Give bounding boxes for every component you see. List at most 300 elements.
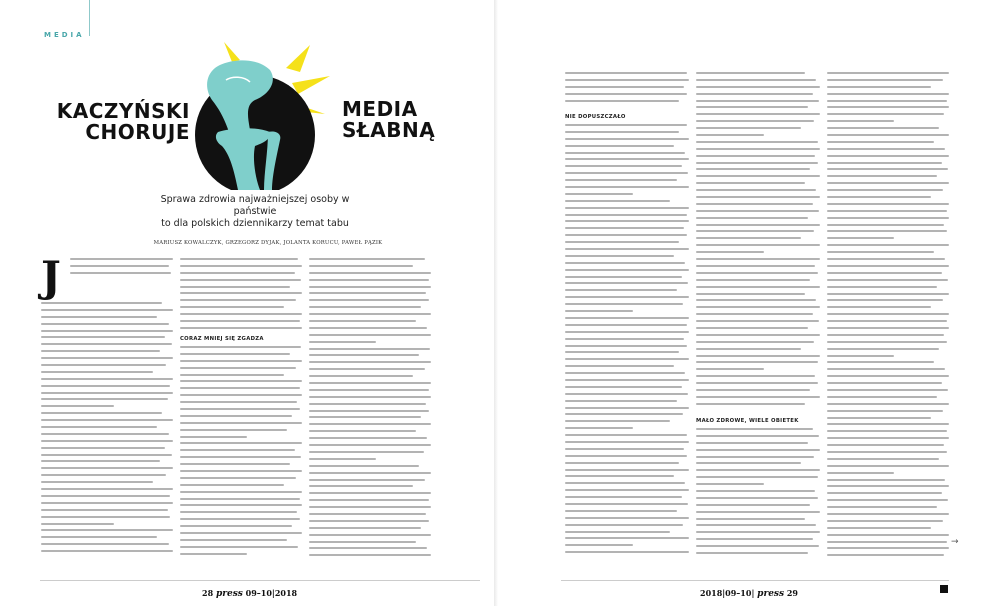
greeked-text-line bbox=[565, 165, 682, 167]
greeked-text-line bbox=[180, 279, 301, 281]
greeked-text-line bbox=[565, 145, 674, 147]
greeked-text-line bbox=[827, 327, 949, 329]
headline-right-line2: SŁABNĄ bbox=[342, 118, 436, 142]
greeked-text-line bbox=[309, 299, 429, 301]
greeked-text-line bbox=[565, 72, 687, 74]
subhead-text: MAŁO ZDROWE, WIELE OBIETEK bbox=[696, 418, 799, 424]
greeked-text-line bbox=[565, 400, 677, 402]
greeked-text-line bbox=[696, 230, 814, 232]
greeked-text-line bbox=[41, 323, 169, 325]
greeked-text-line bbox=[696, 348, 801, 350]
greeked-text-line bbox=[696, 224, 820, 226]
greeked-text-line bbox=[827, 127, 939, 129]
section-label: MEDIA bbox=[44, 31, 85, 39]
greeked-text-line bbox=[696, 524, 816, 526]
greeked-text-line bbox=[565, 345, 687, 347]
greeked-text-line bbox=[565, 469, 689, 471]
greeked-text-line bbox=[827, 355, 894, 357]
greeked-text-line bbox=[696, 490, 815, 492]
greeked-text-line bbox=[70, 272, 171, 274]
greeked-text-line bbox=[827, 134, 949, 136]
greeked-text-line bbox=[696, 196, 820, 198]
greeked-text-line bbox=[565, 200, 670, 202]
greeked-text-line bbox=[827, 113, 944, 115]
greeked-text-line bbox=[565, 255, 674, 257]
greeked-text-line bbox=[309, 341, 376, 343]
greeked-text-line bbox=[696, 389, 810, 391]
greeked-text-line bbox=[565, 455, 687, 457]
greeked-text-line bbox=[696, 327, 808, 329]
greeked-text-line bbox=[696, 538, 813, 540]
greeked-text-line bbox=[827, 396, 937, 398]
greeked-text-line bbox=[41, 440, 173, 442]
greeked-text-line bbox=[565, 193, 633, 195]
headline-left-line1: KACZYŃSKI bbox=[56, 99, 190, 123]
greeked-text-line bbox=[565, 351, 679, 353]
greeked-text-line bbox=[696, 483, 764, 485]
greeked-text-line bbox=[565, 489, 689, 491]
greeked-text-line bbox=[827, 244, 949, 246]
greeked-text-line bbox=[565, 138, 689, 140]
greeked-text-line bbox=[309, 513, 426, 515]
greeked-text-line bbox=[41, 433, 169, 435]
greeked-text-line bbox=[565, 248, 689, 250]
greeked-text-line bbox=[696, 279, 810, 281]
greeked-text-line bbox=[180, 539, 287, 541]
greeked-text-line bbox=[565, 386, 682, 388]
text-column-4-top bbox=[565, 72, 689, 108]
greeked-text-line bbox=[309, 416, 421, 418]
greeked-text-line bbox=[41, 357, 173, 359]
greeked-text-line bbox=[827, 93, 949, 95]
greeked-text-line bbox=[309, 444, 431, 446]
greeked-text-line bbox=[180, 518, 300, 520]
section-rule bbox=[89, 0, 90, 36]
greeked-text-line bbox=[827, 547, 949, 549]
greeked-text-line bbox=[696, 258, 820, 260]
greeked-text-line bbox=[565, 158, 689, 160]
end-square-icon bbox=[940, 585, 948, 593]
magazine-name-left: press bbox=[215, 589, 243, 599]
greeked-text-line bbox=[565, 448, 684, 450]
greeked-text-line bbox=[180, 408, 300, 410]
greeked-text-line bbox=[41, 488, 173, 490]
greeked-text-line bbox=[309, 313, 431, 315]
greeked-text-line bbox=[309, 306, 421, 308]
greeked-text-line bbox=[696, 518, 805, 520]
greeked-text-line bbox=[309, 541, 416, 543]
greeked-text-line bbox=[696, 306, 820, 308]
greeked-text-line bbox=[309, 451, 424, 453]
issue-date-left: 09–10|2018 bbox=[245, 588, 298, 598]
greeked-text-line bbox=[696, 72, 805, 74]
greeked-text-line bbox=[309, 265, 413, 267]
greeked-text-line bbox=[41, 350, 160, 352]
greeked-text-line bbox=[696, 100, 819, 102]
greeked-text-line bbox=[696, 476, 818, 478]
greeked-text-line bbox=[309, 423, 431, 425]
greeked-text-line bbox=[309, 520, 429, 522]
subtitle-line1: Sprawa zdrowia najważniejszej osoby w państwie bbox=[160, 194, 350, 217]
greeked-text-line bbox=[41, 385, 170, 387]
greeked-text-line bbox=[41, 502, 173, 504]
greeked-text-line bbox=[827, 168, 948, 170]
greeked-text-line bbox=[827, 513, 949, 515]
greeked-text-line bbox=[41, 447, 165, 449]
greeked-text-line bbox=[41, 481, 153, 483]
greeked-text-line bbox=[696, 396, 820, 398]
greeked-text-line bbox=[696, 155, 815, 157]
greeked-text-line bbox=[41, 460, 160, 462]
greeked-text-line bbox=[41, 543, 169, 545]
greeked-text-line bbox=[309, 403, 426, 405]
greeked-text-line bbox=[696, 162, 818, 164]
greeked-text-line bbox=[309, 554, 431, 556]
greeked-text-line bbox=[696, 299, 816, 301]
greeked-text-line bbox=[41, 371, 153, 373]
greeked-text-line bbox=[696, 334, 820, 336]
greeked-text-line bbox=[309, 361, 431, 363]
greeked-text-line bbox=[827, 423, 949, 425]
greeked-text-line bbox=[309, 327, 427, 329]
greeked-text-line bbox=[696, 355, 820, 357]
greeked-text-line bbox=[696, 462, 801, 464]
greeked-text-line bbox=[827, 217, 949, 219]
greeked-text-line bbox=[827, 251, 934, 253]
greeked-text-line bbox=[41, 516, 170, 518]
greeked-text-line bbox=[309, 499, 429, 501]
greeked-text-line bbox=[309, 430, 416, 432]
greeked-text-line bbox=[827, 299, 943, 301]
greeked-text-line bbox=[696, 120, 814, 122]
greeked-text-line bbox=[696, 511, 820, 513]
greeked-text-line bbox=[180, 546, 298, 548]
greeked-text-line bbox=[827, 527, 931, 529]
greeked-text-line bbox=[696, 203, 813, 205]
greeked-text-line bbox=[565, 214, 687, 216]
greeked-text-line bbox=[827, 286, 937, 288]
greeked-text-line bbox=[180, 477, 296, 479]
greeked-text-line bbox=[180, 353, 290, 355]
greeked-text-line bbox=[696, 286, 820, 288]
greeked-text-line bbox=[309, 458, 376, 460]
greeked-text-line bbox=[41, 309, 173, 311]
greeked-text-line bbox=[827, 320, 947, 322]
greeked-text-line bbox=[565, 227, 684, 229]
greeked-text-line bbox=[696, 251, 764, 253]
greeked-text-line bbox=[565, 524, 683, 526]
greeked-text-line bbox=[696, 435, 819, 437]
greeked-text-line bbox=[565, 289, 677, 291]
greeked-text-line bbox=[180, 367, 296, 369]
page-gutter bbox=[494, 0, 498, 606]
text-column-1 bbox=[41, 302, 173, 564]
greeked-text-line bbox=[180, 429, 287, 431]
greeked-text-line bbox=[180, 463, 290, 465]
greeked-text-line bbox=[827, 444, 944, 446]
greeked-text-line bbox=[565, 517, 689, 519]
greeked-text-line bbox=[565, 379, 689, 381]
greeked-text-line bbox=[827, 224, 944, 226]
greeked-text-line bbox=[565, 220, 689, 222]
greeked-text-line bbox=[827, 196, 931, 198]
greeked-text-line bbox=[180, 306, 284, 308]
greeked-text-line bbox=[827, 368, 945, 370]
greeked-text-line bbox=[827, 189, 943, 191]
greeked-text-line bbox=[696, 182, 805, 184]
greeked-text-line bbox=[827, 348, 939, 350]
greeked-text-line bbox=[180, 313, 302, 315]
subhead-nie-dopuszczalo bbox=[565, 112, 689, 124]
text-column-5 bbox=[696, 428, 820, 564]
greeked-text-line bbox=[696, 134, 764, 136]
greeked-text-line bbox=[309, 437, 427, 439]
greeked-text-line bbox=[180, 401, 297, 403]
greeked-text-line bbox=[309, 354, 419, 356]
greeked-text-line bbox=[309, 410, 429, 412]
greeked-text-line bbox=[827, 272, 942, 274]
headline-left bbox=[50, 101, 190, 143]
greeked-text-line bbox=[565, 324, 687, 326]
greeked-text-line bbox=[696, 79, 816, 81]
greeked-text-line bbox=[180, 387, 300, 389]
greeked-text-line bbox=[696, 341, 814, 343]
greeked-text-line bbox=[696, 244, 820, 246]
greeked-text-line bbox=[827, 451, 947, 453]
greeked-text-line bbox=[41, 392, 173, 394]
greeked-text-line bbox=[696, 86, 820, 88]
greeked-text-line bbox=[565, 331, 689, 333]
greeked-text-line bbox=[41, 330, 173, 332]
greeked-text-line bbox=[565, 269, 689, 271]
greeked-text-line bbox=[180, 442, 302, 444]
headline-right-line1: MEDIA bbox=[342, 97, 418, 121]
greeked-text-line bbox=[827, 86, 931, 88]
greeked-text-line bbox=[827, 499, 948, 501]
greeked-text-line bbox=[696, 93, 813, 95]
greeked-text-line bbox=[565, 434, 687, 436]
greeked-text-line bbox=[180, 415, 292, 417]
greeked-text-line bbox=[565, 186, 689, 188]
greeked-text-line bbox=[41, 419, 173, 421]
greeked-text-line bbox=[696, 237, 801, 239]
greeked-text-line bbox=[696, 403, 805, 405]
greeked-text-line bbox=[827, 520, 943, 522]
greeked-text-line bbox=[180, 525, 292, 527]
greeked-text-line bbox=[41, 454, 172, 456]
greeked-text-line bbox=[696, 428, 813, 430]
greeked-text-line bbox=[565, 152, 685, 154]
greeked-text-line bbox=[41, 426, 157, 428]
greeked-text-line bbox=[696, 265, 815, 267]
greeked-text-line bbox=[309, 272, 431, 274]
greeked-text-line bbox=[696, 189, 816, 191]
greeked-text-line bbox=[827, 341, 947, 343]
greeked-text-line bbox=[565, 207, 689, 209]
greeked-text-line bbox=[309, 479, 425, 481]
greeked-text-line bbox=[565, 365, 674, 367]
greeked-text-line bbox=[309, 286, 431, 288]
greeked-text-line bbox=[827, 389, 948, 391]
greeked-text-line bbox=[41, 343, 172, 345]
text-column-4 bbox=[565, 124, 689, 564]
greeked-text-line bbox=[696, 106, 808, 108]
greeked-text-line bbox=[696, 217, 808, 219]
greeked-text-line bbox=[41, 378, 173, 380]
greeked-text-line bbox=[696, 175, 820, 177]
greeked-text-line bbox=[309, 320, 416, 322]
subhead-coraz bbox=[180, 334, 302, 346]
greeked-text-line bbox=[565, 86, 684, 88]
greeked-text-line bbox=[565, 262, 685, 264]
greeked-text-line bbox=[696, 382, 818, 384]
greeked-text-line bbox=[180, 360, 302, 362]
greeked-text-line bbox=[180, 484, 284, 486]
text-column-2 bbox=[180, 346, 302, 564]
drop-cap: J bbox=[41, 252, 61, 301]
greeked-text-line bbox=[827, 148, 945, 150]
greeked-text-line bbox=[565, 79, 689, 81]
greeked-text-line bbox=[827, 120, 894, 122]
greeked-text-line bbox=[827, 382, 942, 384]
greeked-text-line bbox=[565, 172, 688, 174]
greeked-text-line bbox=[827, 465, 949, 467]
greeked-text-line bbox=[180, 265, 302, 267]
greeked-text-line bbox=[827, 106, 949, 108]
greeked-text-line bbox=[565, 462, 679, 464]
greeked-text-line bbox=[696, 368, 764, 370]
greeked-text-line bbox=[827, 141, 934, 143]
greeked-text-line bbox=[309, 472, 431, 474]
greeked-text-line bbox=[565, 358, 689, 360]
greeked-text-line bbox=[309, 534, 431, 536]
greeked-text-line bbox=[41, 412, 162, 414]
greeked-text-line bbox=[565, 510, 677, 512]
greeked-text-line bbox=[180, 553, 247, 555]
greeked-text-line bbox=[180, 498, 300, 500]
greeked-text-line bbox=[827, 485, 949, 487]
greeked-text-line bbox=[565, 544, 633, 546]
greeked-text-line bbox=[309, 348, 430, 350]
greeked-text-line bbox=[180, 394, 302, 396]
greeked-text-line bbox=[180, 491, 302, 493]
greeked-text-line bbox=[827, 203, 949, 205]
greeked-text-line bbox=[696, 272, 818, 274]
greeked-text-line bbox=[696, 113, 820, 115]
arrow-right-icon: → bbox=[951, 537, 959, 547]
greeked-text-line bbox=[41, 509, 168, 511]
greeked-text-line bbox=[827, 334, 944, 336]
greeked-text-line bbox=[565, 93, 687, 95]
greeked-text-line bbox=[41, 405, 114, 407]
greeked-text-line bbox=[70, 265, 169, 267]
greeked-text-line bbox=[180, 380, 302, 382]
greeked-text-line bbox=[565, 179, 677, 181]
greeked-text-line bbox=[309, 506, 431, 508]
greeked-text-line bbox=[565, 310, 633, 312]
greeked-text-line bbox=[696, 148, 820, 150]
greeked-text-line bbox=[827, 492, 942, 494]
greeked-text-line bbox=[565, 531, 670, 533]
greeked-text-line bbox=[696, 127, 801, 129]
greeked-text-line bbox=[696, 504, 810, 506]
greeked-text-line bbox=[827, 79, 943, 81]
page-number-right: 29 bbox=[786, 588, 798, 598]
greeked-text-line bbox=[41, 523, 114, 525]
greeked-text-line bbox=[565, 124, 687, 126]
greeked-text-line bbox=[827, 437, 949, 439]
greeked-text-line bbox=[41, 467, 173, 469]
greeked-text-line bbox=[565, 338, 684, 340]
greeked-text-line bbox=[70, 258, 173, 260]
text-column-2-top bbox=[180, 258, 302, 338]
greeked-text-line bbox=[41, 536, 157, 538]
greeked-text-line bbox=[180, 320, 300, 322]
headline-right bbox=[342, 99, 482, 141]
greeked-text-line bbox=[696, 168, 810, 170]
text-column-5-top bbox=[696, 72, 820, 412]
greeked-text-line bbox=[827, 182, 949, 184]
greeked-text-line bbox=[827, 458, 939, 460]
greeked-text-line bbox=[696, 497, 818, 499]
greeked-text-line bbox=[827, 258, 945, 260]
greeked-text-line bbox=[41, 316, 157, 318]
greeked-text-line bbox=[827, 430, 947, 432]
greeked-text-line bbox=[565, 303, 683, 305]
greeked-text-line bbox=[827, 306, 931, 308]
folio-right bbox=[700, 588, 798, 599]
greeked-text-line bbox=[309, 334, 431, 336]
greeked-text-line bbox=[565, 131, 679, 133]
greeked-text-line bbox=[565, 427, 633, 429]
greeked-text-line bbox=[565, 496, 682, 498]
greeked-text-line bbox=[180, 327, 302, 329]
greeked-text-line bbox=[827, 265, 949, 267]
greeked-text-line bbox=[565, 441, 689, 443]
greeked-text-line bbox=[696, 293, 805, 295]
greeked-text-line bbox=[309, 279, 429, 281]
greeked-text-line bbox=[827, 279, 948, 281]
article-subtitle bbox=[150, 194, 360, 230]
greeked-text-line bbox=[827, 403, 949, 405]
greeked-text-line bbox=[41, 302, 162, 304]
greeked-text-line bbox=[696, 320, 819, 322]
greeked-text-line bbox=[565, 100, 679, 102]
greeked-text-line bbox=[309, 375, 413, 377]
greeked-text-line bbox=[565, 537, 689, 539]
greeked-text-line bbox=[180, 436, 247, 438]
greeked-text-line bbox=[180, 374, 284, 376]
greeked-text-line bbox=[696, 361, 818, 363]
greeked-text-line bbox=[827, 472, 894, 474]
greeked-text-line bbox=[696, 469, 820, 471]
magazine-name-right: press bbox=[757, 589, 785, 599]
issue-date-right: 2018|09–10| bbox=[700, 588, 755, 598]
greeked-text-line bbox=[41, 550, 173, 552]
greeked-text-line bbox=[827, 162, 942, 164]
greeked-text-line bbox=[696, 141, 818, 143]
greeked-text-line bbox=[309, 382, 431, 384]
subhead-malo-zdrowe bbox=[696, 416, 820, 428]
text-column-6 bbox=[827, 72, 949, 564]
greeked-text-line bbox=[827, 361, 934, 363]
greeked-text-line bbox=[309, 547, 427, 549]
greeked-text-line bbox=[696, 552, 808, 554]
greeked-text-line bbox=[41, 529, 173, 531]
greeked-text-line bbox=[180, 346, 301, 348]
greeked-text-line bbox=[565, 475, 674, 477]
greeked-text-line bbox=[827, 541, 947, 543]
